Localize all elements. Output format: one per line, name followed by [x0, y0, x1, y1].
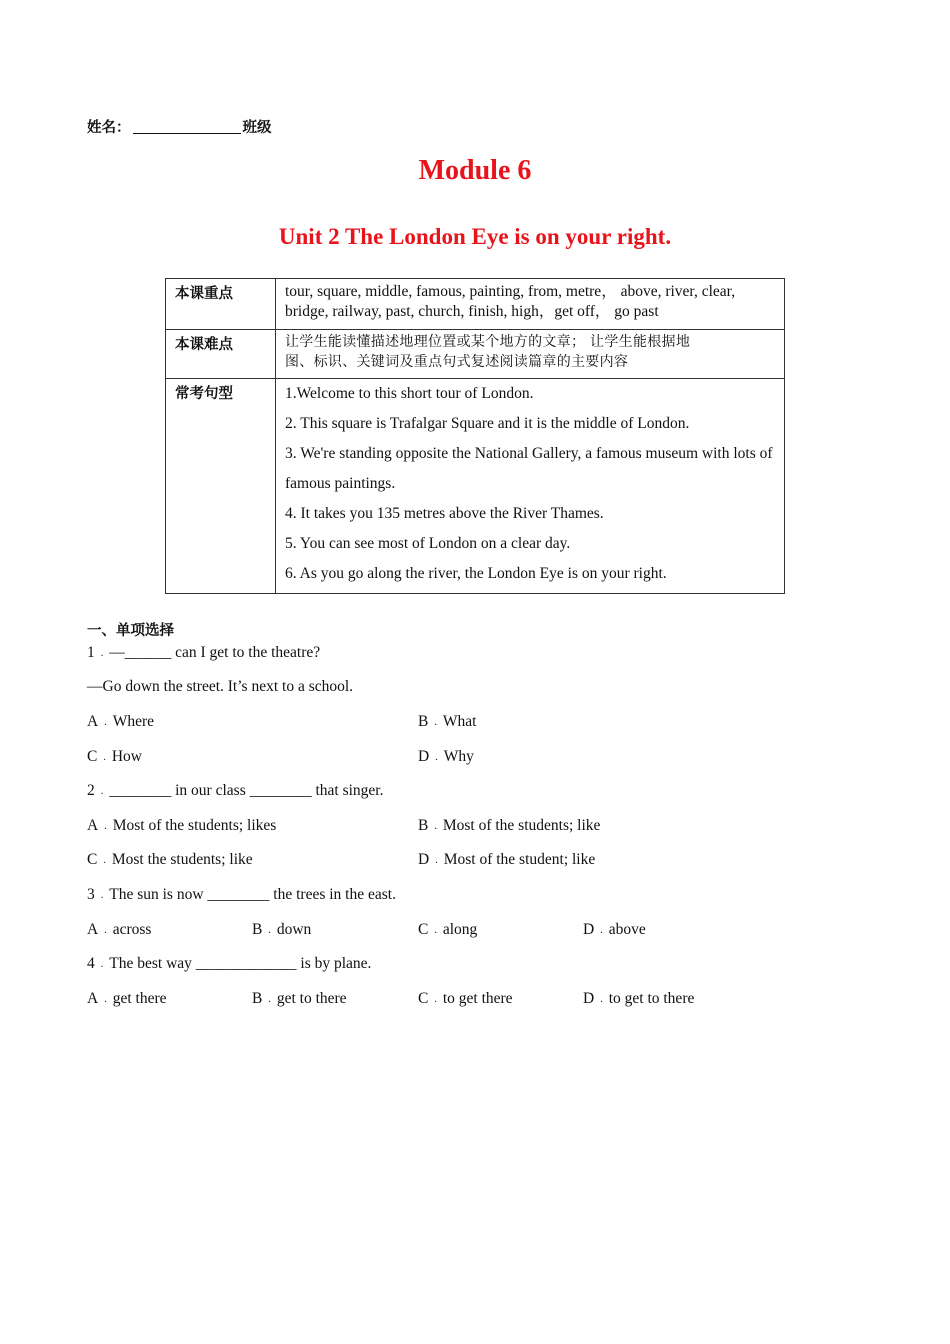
table-row-difficulties	[166, 330, 785, 379]
sentence-item: 5. You can see most of London on a clear day.	[285, 535, 571, 552]
difficulties-cell	[276, 330, 785, 379]
question-2-stem: 2 . ________ in our class ________ that singer.	[87, 782, 384, 799]
key-points-line: bridge, railway, past, church, finish, high，get off， go past	[285, 303, 659, 320]
question-1-stem: 1 . —______ can I get to the theatre?	[87, 644, 321, 661]
question-1-option-b[interactable]: B . What	[418, 713, 477, 730]
sentence-item: 1.Welcome to this short tour of London.	[285, 385, 534, 402]
question-1-line2: —Go down the street. It’s next to a school.	[87, 678, 354, 695]
difficulties-line: 图、标识、关键词及重点句式复述阅读篇章的主要内容	[285, 354, 629, 370]
question-4-option-b[interactable]: B . get to there	[252, 990, 347, 1007]
question-number: 4	[87, 955, 95, 972]
question-text: The best way _____________ is by plane.	[109, 955, 372, 972]
question-2-option-c[interactable]: C . Most the students; like	[87, 851, 253, 868]
question-2-option-b[interactable]: B . Most of the students; like	[418, 817, 601, 834]
question-4-stem: 4 . The best way _____________ is by plane.	[87, 955, 372, 972]
question-1-option-d[interactable]: D . Why	[418, 748, 474, 765]
question-3-option-a[interactable]: A . across	[87, 921, 152, 938]
question-3-option-c[interactable]: C . along	[418, 921, 478, 938]
difficulties-line: 让学生能读懂描述地理位置或某个地方的文章； 让学生能根据地	[285, 334, 691, 350]
table-row-key-points	[166, 279, 785, 330]
question-4-option-d[interactable]: D . to get to there	[583, 990, 695, 1007]
question-text: The sun is now ________ the trees in the east.	[109, 886, 396, 903]
question-3-stem: 3 . The sun is now ________ the trees in the east.	[87, 886, 396, 903]
question-4-option-a[interactable]: A . get there	[87, 990, 167, 1007]
table-row-sentences	[166, 379, 785, 594]
question-1-option-c[interactable]: C . How	[87, 748, 142, 765]
question-2-option-d[interactable]: D . Most of the student; like	[418, 851, 596, 868]
question-number: 3	[87, 886, 95, 903]
name-blank[interactable]	[133, 119, 241, 134]
sentences-cell	[276, 379, 785, 594]
row-label: 常考句型	[166, 379, 276, 594]
sentence-item: 2. This square is Trafalgar Square and it is the middle of London.	[285, 415, 690, 432]
row-label: 本课难点	[166, 330, 276, 379]
row-label: 本课重点	[166, 279, 276, 330]
question-text: —______ can I get to the theatre?	[109, 644, 321, 661]
section-title: 一、单项选择	[87, 623, 174, 639]
question-2-option-a[interactable]: A . Most of the students; likes	[87, 817, 277, 834]
name-label: 姓名：	[87, 120, 131, 136]
name-class-line	[87, 116, 272, 137]
question-4-option-c[interactable]: C . to get there	[418, 990, 513, 1007]
question-text: ________ in our class ________ that singer.	[109, 782, 384, 799]
question-number: 1	[87, 644, 95, 661]
question-3-option-d[interactable]: D . above	[583, 921, 646, 938]
module-title: Module 6	[418, 155, 532, 186]
unit-title: Unit 2 The London Eye is on your right.	[278, 224, 672, 249]
lesson-summary-table	[165, 278, 785, 594]
question-1-option-a[interactable]: A . Where	[87, 713, 155, 730]
sentence-item: 3. We're standing opposite the National Gallery, a famous museum with lots of famous paintings.	[285, 445, 773, 492]
key-points-cell	[276, 279, 785, 330]
sentence-item: 4. It takes you 135 metres above the River Thames.	[285, 505, 604, 522]
key-points-line: tour, square, middle, famous, painting, from, metre， above, river, clear,	[285, 283, 736, 300]
question-number: 2	[87, 782, 95, 799]
class-label: 班级	[242, 120, 272, 136]
question-3-option-b[interactable]: B . down	[252, 921, 312, 938]
sentence-item: 6. As you go along the river, the London Eye is on your right.	[285, 565, 667, 582]
